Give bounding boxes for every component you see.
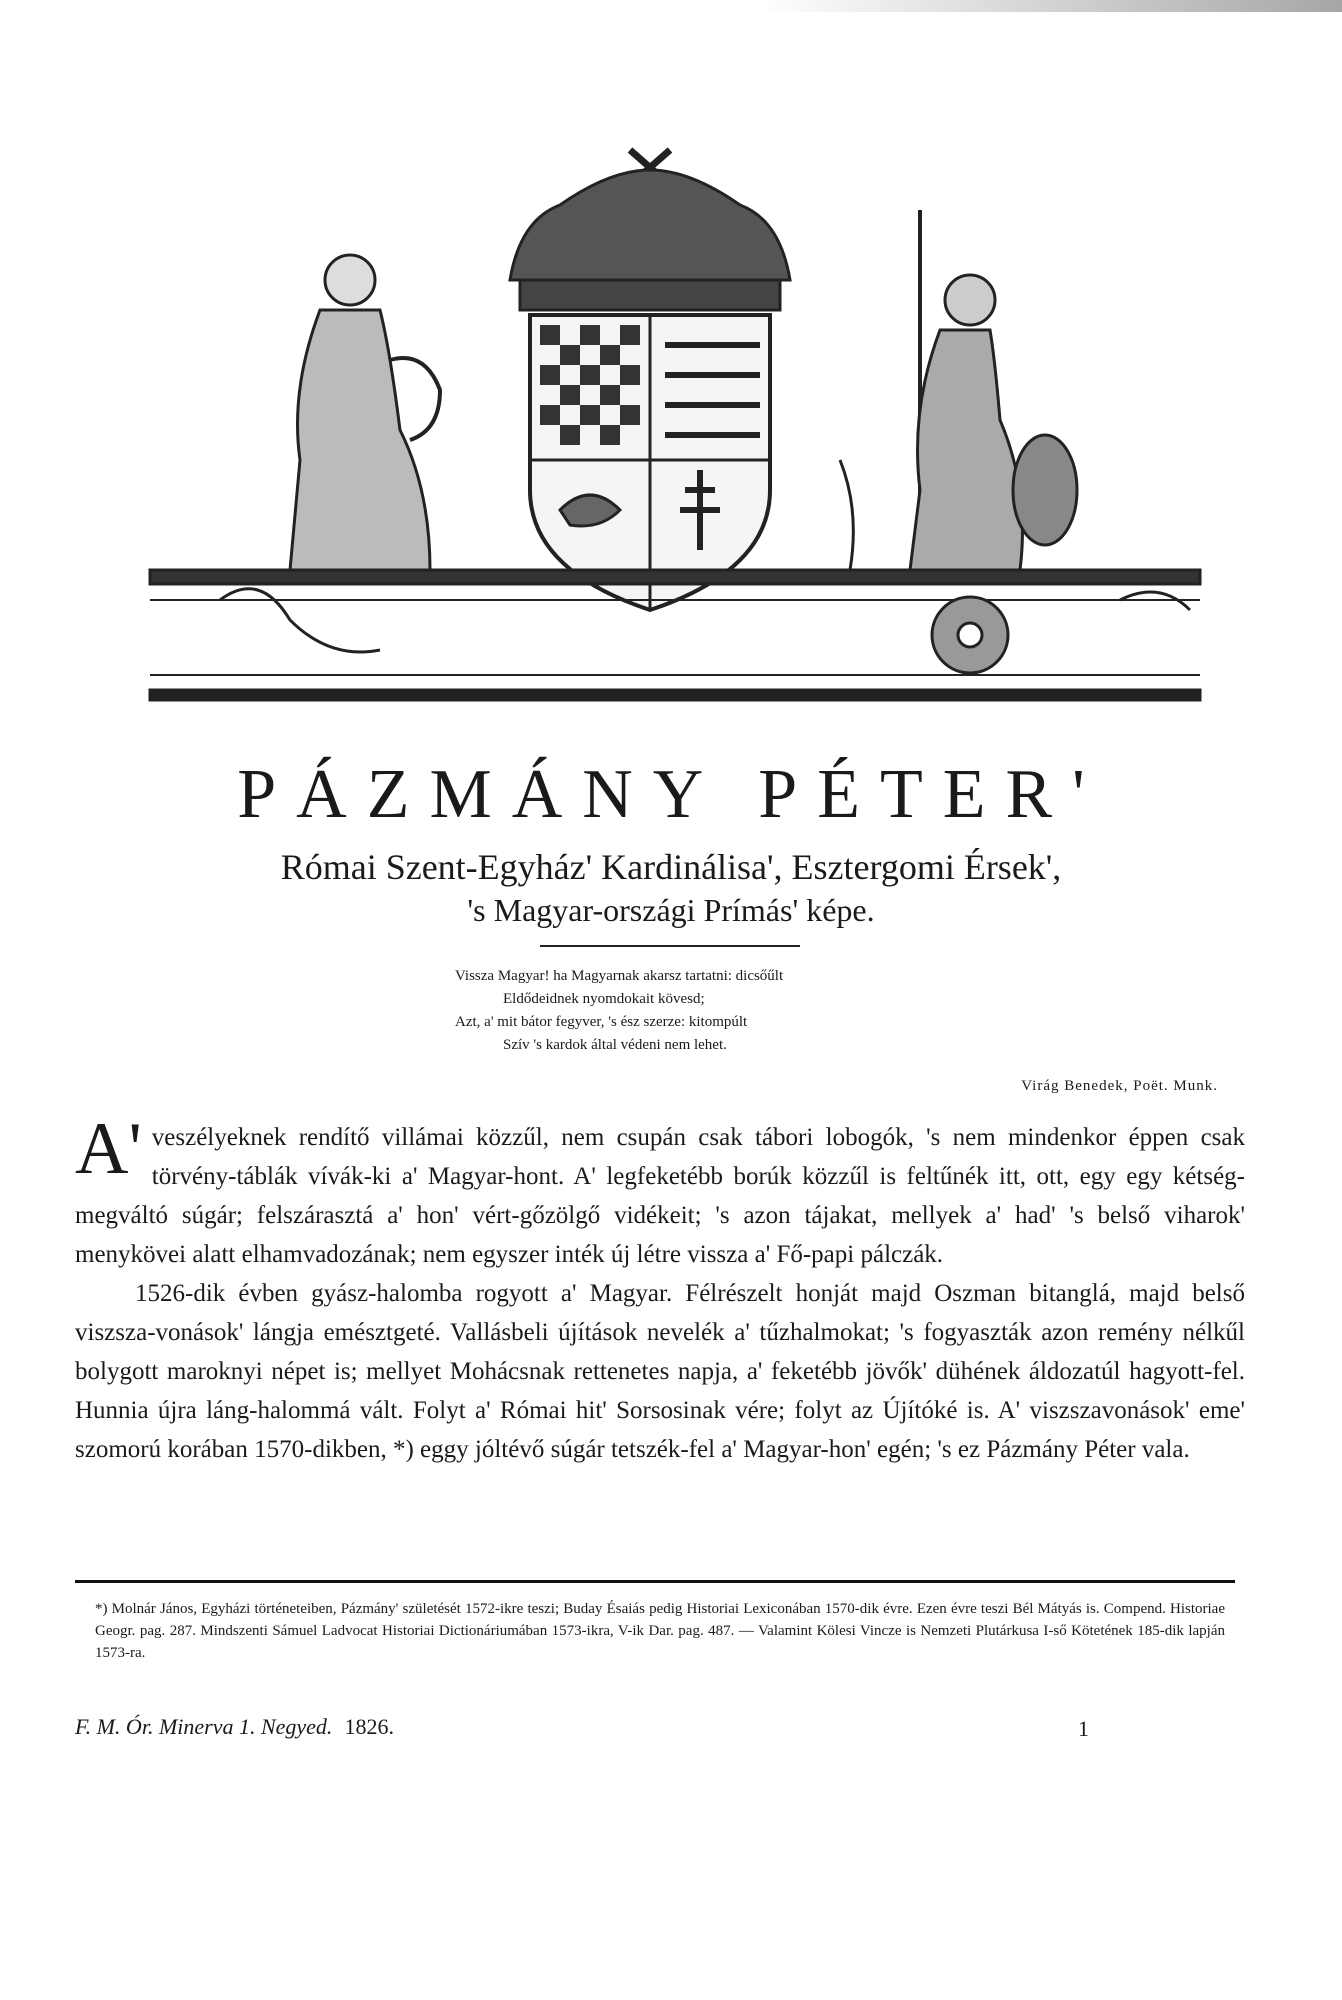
footnote-divider	[75, 1580, 1235, 1583]
paragraph-1-text: veszélyeknek rendítő villámai közzűl, nem csupán csak tábori lobogók, 's nem mindenkor éppen csak törvény-táblák vívák-ki a' Magyar-hont. A' legfeketébb borúk közzűl is feltűnék itt, ott, egy egy kétség-megváltó súgár; felszárasztá a' hon' vért-gőzölgő vidékeit; 's azon tájakat, mellyek a' had' 's belső viharok' menykövei alatt elhamvadozának; nem egyszer inték új létre vissza a' Fő-papi pálczák.	[75, 1124, 1245, 1268]
page-number: 1	[1078, 1716, 1089, 1741]
coat-of-arms-engraving	[140, 130, 1210, 730]
body-paragraph-1	[75, 1108, 1245, 1274]
subtitle-line-1: Római Szent-Egyház' Kardinálisa', Esztergomi Érsek',	[280, 847, 1062, 887]
poem-line: Eldődeidnek nyomdokait kövesd;	[503, 991, 705, 1007]
poem-attribution: Virág Benedek, Poët. Munk.	[1021, 1078, 1218, 1094]
imprint	[75, 1714, 394, 1740]
document-title: PÁZMÁNY PÉTER'	[237, 756, 1105, 833]
poem-line: Azt, a' mit bátor fegyver, 's ész szerze: kitompúlt	[455, 1014, 748, 1030]
scan-edge-shadow	[760, 0, 1342, 12]
poem-line: Vissza Magyar! ha Magyarnak akarsz tartatni: dicsőűlt	[455, 968, 784, 984]
title-divider	[540, 945, 800, 947]
body-text	[75, 1108, 1245, 1469]
imprint-text: F. M. Ór. Minerva 1. Negyed.	[75, 1714, 333, 1739]
body-paragraph-2: 1526-dik évben gyász-halomba rogyott a' Magyar. Félrészelt honját majd Oszman bitanglá, majd belső viszsza-vonások' lángja emésztgeté. Vallásbeli újítások nevelék a' tűzhalmokat; 's fogyaszták azon remény nélkűl bolygott maroknyi népet is; mellyet Mohácsnak rettenetes napja, a' feketébb jövők' dühének áldozatúl hagyott-fel. Hunnia újra láng-halommá vált. Folyt a' Római hit' Sorsosinak vére; folyt az Újítóké is. A' viszszavonások' eme' szomorú korában 1570-dikben, *) eggy jóltévő súgár tetszék-fel a' Magyar-hon' egén; 's ez Pázmány Péter vala.	[75, 1280, 1245, 1463]
drop-cap: A'	[75, 1108, 142, 1190]
epigraph-poem	[455, 965, 975, 1057]
subtitle-line-2: 's Magyar-országi Prímás' képe.	[467, 892, 875, 928]
footnote: *) Molnár János, Egyházi történeteiben, Pázmány' születését 1572-ikre teszi; Buday Ésaiás pedig Historiai Lexiconában 1570-dik évre. Ezen évre teszi Bél Mátyás is. Compend. Historiae Geogr. pag. 287. Mindszenti Sámuel Ladvocat Historiai Dictionáriumában 1573-ikra, V-ik Dar. pag. 487. — Valamint Kölesi Vincze is Nemzeti Plutárkusa I-ső Kötetének 185-dik lapján 1573-ra.	[95, 1601, 1225, 1661]
poem-line: Szív 's kardok által védeni nem lehet.	[503, 1037, 727, 1053]
imprint-year: 1826.	[344, 1714, 394, 1739]
